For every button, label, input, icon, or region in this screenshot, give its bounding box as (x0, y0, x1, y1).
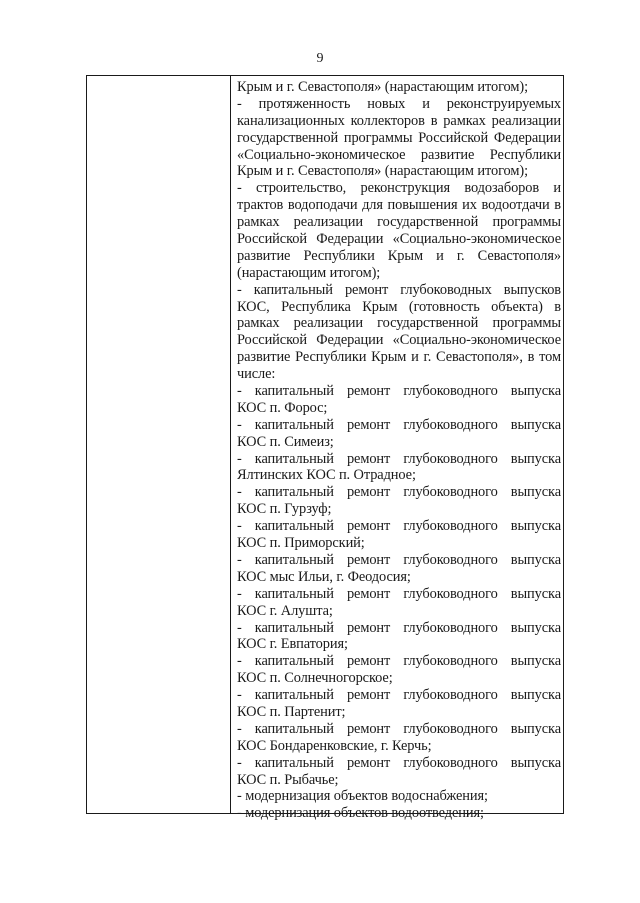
text-line: - капитальный ремонт глубоководного выпуска (237, 551, 561, 568)
text-line: - модернизация объектов водоснабжения; (237, 788, 488, 805)
text-line: Российской Федерации «Социально-экономическое (237, 332, 561, 349)
text-line: КОС, Республика Крым (готовность объекта) в (237, 298, 561, 315)
text-line: государственной программы Российской Федерации (237, 129, 561, 146)
text-line: - капитальный ремонт глубоководного выпуска (237, 383, 561, 400)
text-line: развитие Республики Крым и г. Севастополя», в том (237, 349, 561, 366)
text-line: Российской Федерации «Социально-экономическое (237, 231, 561, 248)
text-line: - капитальный ремонт глубоководного выпуска (237, 484, 561, 501)
table-right-cell (237, 79, 561, 822)
text-line: - капитальный ремонт глубоководного выпуска (237, 416, 561, 433)
text-line: числе: (237, 366, 276, 383)
text-line: КОС п. Симеиз; (237, 433, 334, 450)
text-line: Крым и г. Севастополя» (нарастающим итогом); (237, 79, 528, 95)
text-line: - строительство, реконструкция водозаборов и (237, 180, 561, 197)
text-line: - модернизация объектов водоотведения; (237, 805, 484, 822)
text-line: КОС п. Солнечногорское; (237, 670, 393, 687)
text-line: развитие Республики Крым и г. Севастополя» (237, 247, 561, 264)
text-line: трактов водоподачи для повышения их водоотдачи в (237, 197, 561, 214)
text-line: рамках реализации государственной программы (237, 315, 561, 332)
text-line: КОС Бондаренковские, г. Керчь; (237, 737, 432, 754)
text-line: - капитальный ремонт глубоководного выпуска (237, 653, 561, 670)
text-line: - протяженность новых и реконструируемых (237, 95, 561, 112)
table-left-cell (87, 76, 230, 813)
text-line: рамках реализации государственной программы (237, 214, 561, 231)
text-line: КОС п. Партенит; (237, 703, 346, 720)
document-table (86, 75, 564, 822)
text-line: - капитальный ремонт глубоководного выпуска (237, 687, 561, 704)
column-divider (230, 76, 231, 813)
text-line: «Социально-экономическое развитие Республики (237, 146, 561, 163)
text-line: КОС г. Алушта; (237, 602, 333, 619)
text-line: КОС п. Форос; (237, 399, 328, 416)
text-line: КОС п. Гурзуф; (237, 501, 332, 518)
text-line: КОС п. Приморский; (237, 535, 365, 552)
text-line: (нарастающим итогом); (237, 264, 381, 281)
text-line: - капитальный ремонт глубоководного выпуска (237, 720, 561, 737)
page-number: 9 (316, 51, 324, 66)
text-line: - капитальный ремонт глубоководного выпуска (237, 518, 561, 535)
text-line: КОС п. Рыбачье; (237, 771, 339, 788)
text-line: Крым и г. Севастополя» (нарастающим итогом); (237, 163, 528, 180)
text-line: - капитальный ремонт глубоководного выпуска (237, 754, 561, 771)
text-line: канализационных коллекторов в рамках реализации (237, 112, 561, 129)
text-line: - капитальный ремонт глубоководного выпуска (237, 619, 561, 636)
text-line: КОС мыс Ильи, г. Феодосия; (237, 568, 411, 585)
text-line: - капитальный ремонт глубоководного выпуска (237, 450, 561, 467)
text-line: - капитальный ремонт глубоководных выпусков (237, 281, 561, 298)
text-line: КОС г. Евпатория; (237, 636, 348, 653)
text-line: - капитальный ремонт глубоководного выпуска (237, 585, 561, 602)
text-line: Ялтинских КОС п. Отрадное; (237, 467, 416, 484)
